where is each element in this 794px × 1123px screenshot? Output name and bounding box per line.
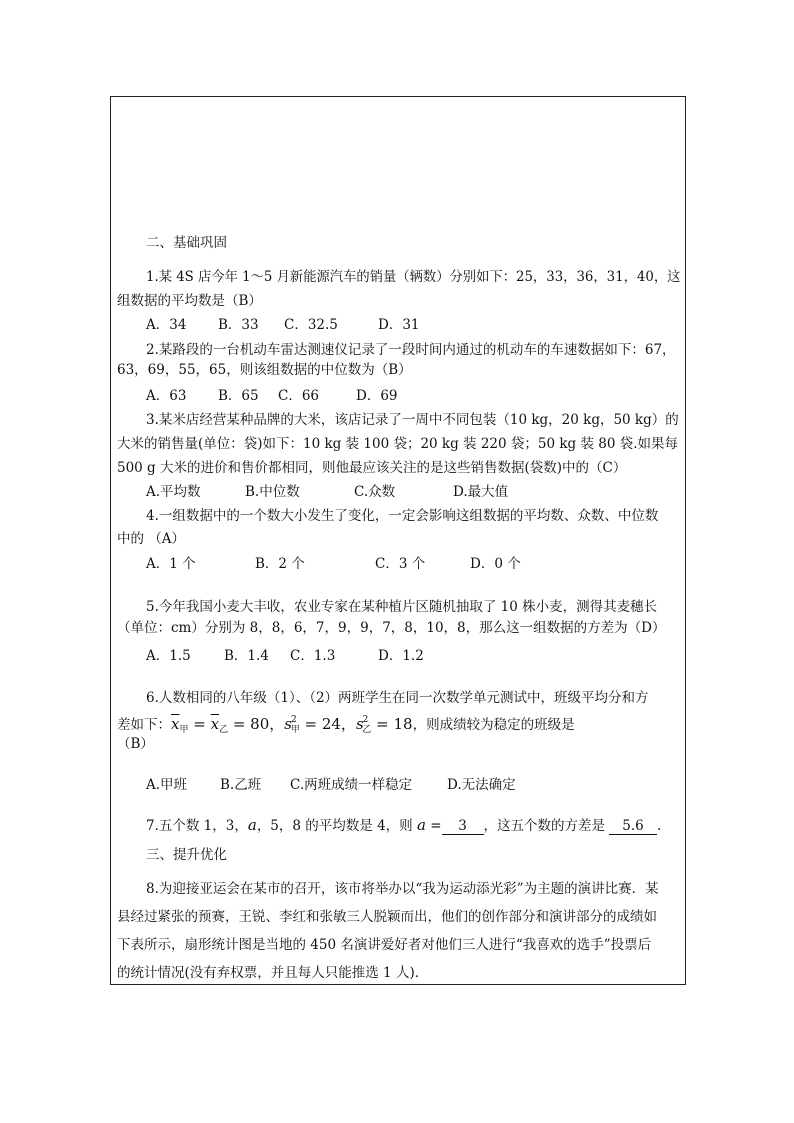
variance-value-jia: = 24，: [299, 715, 356, 733]
mean-symbol: $\overline{x}$: [171, 715, 180, 733]
question-8-line-3: 下表所示，扇形统计图是当地的 450 名演讲爱好者对他们三人进行“我喜欢的选手”投票后: [117, 937, 652, 953]
q1-option-b: B．33: [218, 317, 259, 333]
variance-value-yi: = 18: [371, 715, 413, 733]
section-title: 三、提升优化: [146, 847, 227, 863]
q3-option-c: C.众数: [354, 484, 396, 500]
subscript-yi: 乙: [219, 725, 229, 735]
variance-symbol: s: [355, 715, 364, 733]
question-6-line-3: （B）: [117, 736, 154, 752]
q2-option-c: C．66: [278, 388, 320, 404]
question-8-line-2: 县经过紧张的预赛，王锐、李红和张敏三人脱颖而出，他们的创作部分和演讲部分的成绩如: [117, 909, 657, 925]
question-1-line-2: 组数据的平均数是（B）: [117, 293, 262, 309]
q2-option-d: D．69: [356, 388, 398, 404]
question-4-line-1: 4.一组数据中的一个数大小发生了变化，一定会影响这组数据的平均数、众数、中位数: [146, 508, 659, 524]
q1-option-c: C．32.5: [284, 317, 338, 333]
variable-a: a: [247, 816, 257, 834]
q5-option-a: A．1.5: [146, 648, 191, 664]
q2-option-a: A．63: [146, 388, 187, 404]
q3-option-d: D.最大值: [453, 484, 509, 500]
question-8-line-1: 8.为迎接亚运会在某市的召开，该市将举办以“我为运动添光彩”为主题的演讲比赛．某: [146, 881, 659, 897]
q5-option-c: C．1.3: [290, 648, 336, 664]
mean-value: = 80，: [228, 715, 285, 733]
question-6-line-2: [117, 710, 575, 740]
question-5-line-1: 5.今年我国小麦大丰收，农业专家在某种植片区随机抽取了 10 株小麦，测得其麦穗长: [146, 599, 658, 615]
q6-line-2-suffix: ，则成绩较为稳定的班级是: [412, 717, 575, 733]
superscript-2: 2: [362, 715, 369, 725]
question-2-line-1: 2.某路段的一台机动车雷达测速仪记录了一段时间内通过的机动车的车速数据如下：67，: [146, 342, 676, 358]
subscript-yi: 乙: [362, 725, 372, 735]
question-1-line-1: 1.某 4S 店今年 1～5 月新能源汽车的销量（辆数）分别如下：25，33，36，31，40，这: [146, 269, 681, 285]
q1-option-d: D．31: [378, 317, 420, 333]
q7-equals: =: [425, 818, 442, 834]
question-8-line-4: 的统计情况(没有弃权票，并且每人只能推选 1 人)．: [117, 965, 429, 981]
subscript-jia: 甲: [290, 725, 300, 735]
q4-option-a: A．1 个: [146, 556, 196, 572]
question-4-line-2: 中的 （A）: [117, 531, 186, 547]
q5-option-b: B．1.4: [224, 648, 269, 664]
q7-text: ，5，8 的平均数是 4，则: [256, 818, 417, 834]
question-7: [146, 815, 661, 836]
section-title: 二、基础巩固: [146, 235, 227, 251]
q7-text: 7.五个数 1，3，: [146, 818, 248, 834]
question-3-line-1: 3.某米店经营某种品牌的大米，该店记录了一周中不同包装（10 kg，20 kg，50 kg）的: [146, 412, 679, 428]
q7-text: ，这五个数的方差是: [483, 818, 606, 834]
question-2-line-2: 63，69，55，65，则该组数据的中位数为（B）: [117, 362, 412, 378]
q3-option-a: A.平均数: [146, 484, 201, 500]
q7-period: .: [657, 818, 662, 834]
variance-symbol: s: [284, 715, 292, 733]
question-5-line-2: （单位：cm）分别为 8，8，6，7，9，9，7，8，10，8，那么这一组数据的方差为（D）: [117, 620, 666, 636]
variance-formula: [171, 715, 413, 733]
equals-sign: =: [188, 715, 211, 733]
q1-option-a: A．34: [146, 317, 187, 333]
variable-a: a: [416, 816, 426, 834]
answer-blank-variance: 5.6: [609, 818, 657, 835]
q6-line-2-prefix: 差如下：: [117, 717, 171, 733]
q2-option-b: B．65: [218, 388, 259, 404]
question-3-line-2: 大米的销售量(单位：袋)如下：10 kg 装 100 袋；20 kg 装 220 袋；50 kg 装 80 袋.如果每: [117, 436, 679, 452]
q4-option-b: B．2 个: [255, 556, 305, 572]
q4-option-c: C．3 个: [375, 556, 426, 572]
mean-symbol: $\overline{x}$: [210, 715, 220, 733]
q3-option-b: B.中位数: [245, 484, 300, 500]
q4-option-d: D．0 个: [470, 556, 521, 572]
q6-option-a: A.甲班: [146, 777, 188, 793]
q6-option-b: B.乙班: [220, 777, 262, 793]
q6-option-c: C.两班成绩一样稳定: [290, 777, 413, 793]
q5-option-d: D．1.2: [378, 648, 424, 664]
q6-option-d: D.无法确定: [447, 777, 516, 793]
subscript-jia: 甲: [179, 725, 189, 735]
question-6-line-1: 6.人数相同的八年级（1）、（2）两班学生在同一次数学单元测试中，班级平均分和方: [146, 690, 649, 706]
superscript-2: 2: [290, 715, 297, 725]
answer-blank-a: 3: [442, 818, 484, 835]
question-3-line-3: 500 g 大米的进价和售价都相同，则他最应该关注的是这些销售数据(袋数)中的（C）: [117, 460, 627, 476]
